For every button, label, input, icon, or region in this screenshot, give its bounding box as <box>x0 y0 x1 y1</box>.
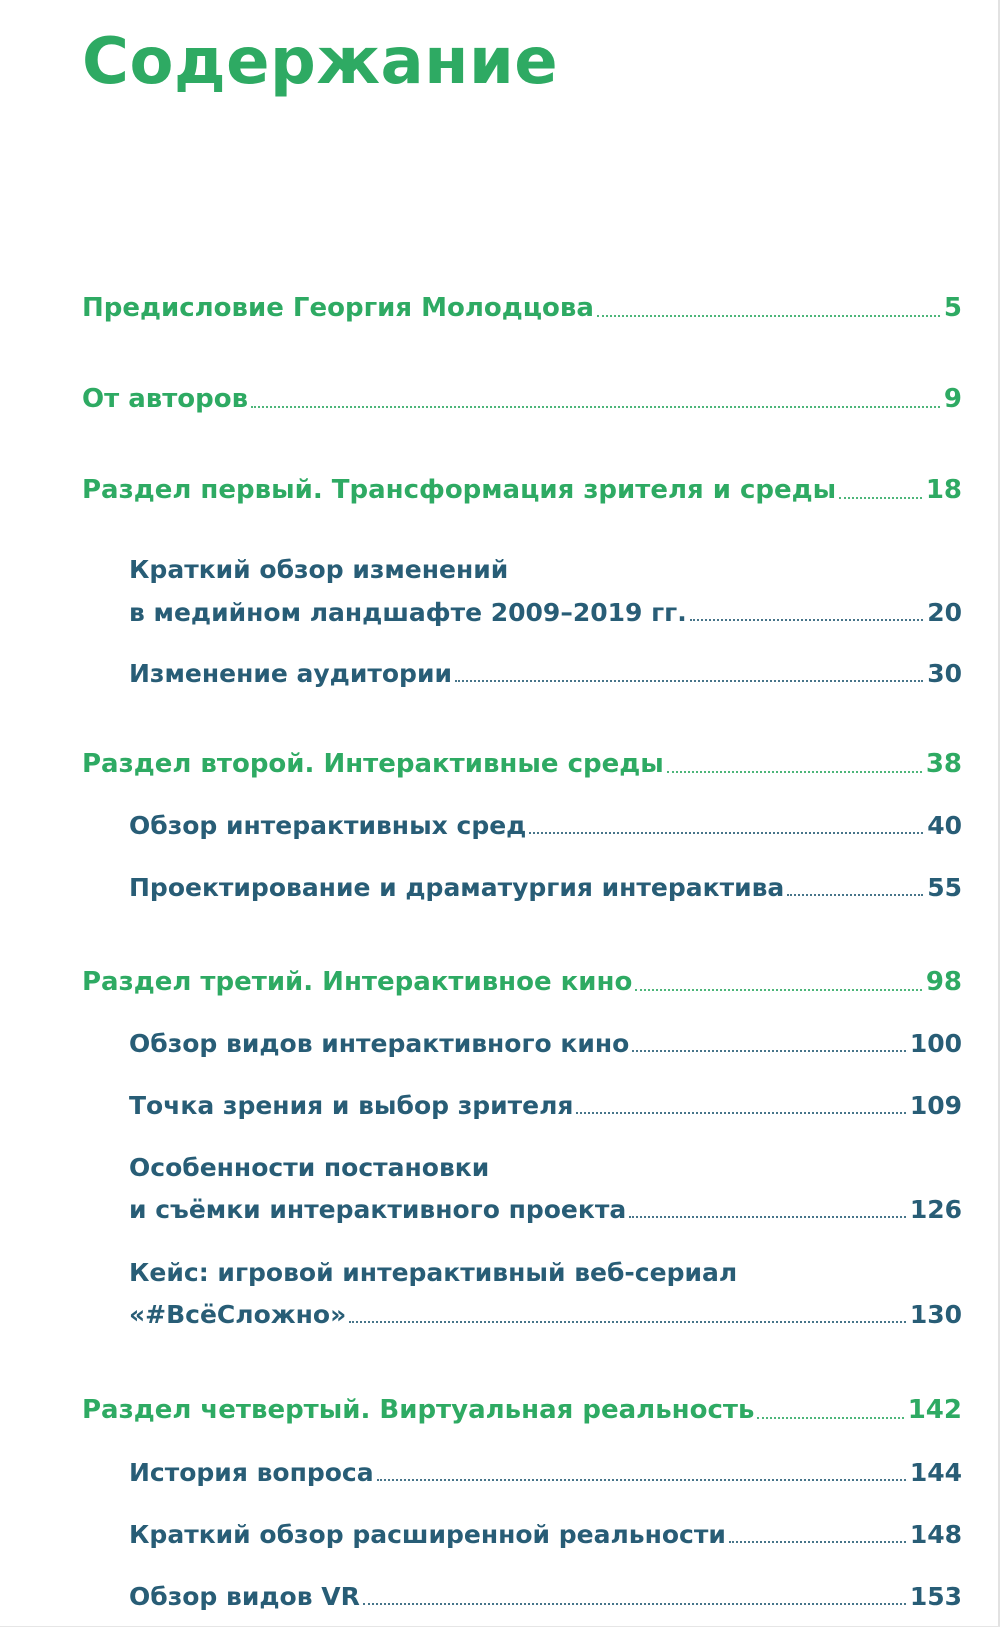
toc-page-number: 20 <box>927 598 962 627</box>
dot-leader <box>729 1541 906 1543</box>
toc-entry-text: и съёмки интерактивного проекта <box>129 1195 627 1224</box>
dot-leader <box>635 989 921 991</box>
dot-leader <box>529 832 923 834</box>
toc-entry-history[interactable] <box>129 1458 962 1487</box>
dot-leader <box>377 1479 906 1481</box>
toc-page-number: 40 <box>927 811 962 840</box>
dot-leader <box>349 1321 906 1323</box>
toc-page-number: 9 <box>943 384 962 414</box>
toc-entry-case-web-series[interactable] <box>129 1300 962 1329</box>
toc-page-number: 144 <box>909 1458 962 1487</box>
dot-leader <box>597 315 940 317</box>
toc-entry-first-line[interactable]: Особенности постановки <box>129 1153 490 1182</box>
dot-leader <box>455 680 923 682</box>
dot-leader <box>363 1603 906 1605</box>
toc-page-number: 148 <box>909 1520 962 1549</box>
dot-leader <box>632 1050 905 1052</box>
toc-page-number: 55 <box>927 873 962 902</box>
toc-entry-text: От авторов <box>82 384 249 414</box>
toc-entry-viewer-choice[interactable] <box>129 1091 962 1120</box>
toc-entry-text: Краткий обзор расширенной реальности <box>129 1520 726 1549</box>
dot-leader <box>839 497 922 499</box>
toc-entry-text: Раздел четвертый. Виртуальная реальность <box>82 1395 755 1425</box>
toc-entry-media-landscape[interactable] <box>129 598 962 627</box>
dot-leader <box>757 1417 903 1419</box>
toc-page-number: 100 <box>909 1029 962 1058</box>
toc-page-number: 153 <box>909 1582 962 1611</box>
toc-entry-production-filming[interactable] <box>129 1195 962 1224</box>
toc-entry-first-line[interactable]: Кейс: игровой интерактивный веб-сериал <box>129 1258 738 1287</box>
dot-leader <box>576 1112 905 1114</box>
toc-section-3[interactable] <box>82 967 962 997</box>
toc-section-2[interactable] <box>82 749 962 779</box>
toc-entry-text: Проектирование и драматургия интерактива <box>129 873 785 902</box>
toc-entry-augmented-reality[interactable] <box>129 1520 962 1549</box>
toc-entry-text: Раздел второй. Интерактивные среды <box>82 749 664 779</box>
toc-entry-interactive-media-review[interactable] <box>129 811 962 840</box>
toc-entry-audience-change[interactable] <box>129 659 962 688</box>
toc-entry-text: Раздел третий. Интерактивное кино <box>82 967 633 997</box>
toc-entry-text: История вопроса <box>129 1458 374 1487</box>
toc-page-number: 126 <box>909 1195 962 1224</box>
toc-entry-vr-types[interactable] <box>129 1582 962 1611</box>
toc-entry-text: в медийном ландшафте 2009–2019 гг. <box>129 598 687 627</box>
toc-entry-text: «#ВсёСложно» <box>129 1300 347 1329</box>
toc-entry-text: Точка зрения и выбор зрителя <box>129 1091 574 1120</box>
toc-entry-from-authors[interactable] <box>82 384 962 414</box>
toc-page-number: 98 <box>925 967 962 997</box>
toc-page-number: 30 <box>927 659 962 688</box>
toc-entry-first-line[interactable]: Краткий обзор изменений <box>129 555 509 584</box>
toc-page-number: 130 <box>909 1300 962 1329</box>
toc-section-4[interactable] <box>82 1395 962 1425</box>
toc-entry-text: Предисловие Георгия Молодцова <box>82 293 594 323</box>
page-title: Содержание <box>82 25 559 99</box>
toc-page-number: 5 <box>943 293 962 323</box>
dot-leader <box>690 619 923 621</box>
toc-page-number: 38 <box>925 749 962 779</box>
toc-page-number: 142 <box>907 1395 962 1425</box>
toc-section-1[interactable] <box>82 475 962 505</box>
dot-leader <box>629 1216 906 1218</box>
toc-entry-preface[interactable] <box>82 293 962 323</box>
toc-entry-interactive-design[interactable] <box>129 873 962 902</box>
toc-entry-text: Обзор интерактивных сред <box>129 811 527 840</box>
dot-leader <box>787 894 923 896</box>
toc-entry-text: Раздел первый. Трансформация зрителя и среды <box>82 475 837 505</box>
toc-page-number: 18 <box>925 475 962 505</box>
dot-leader <box>667 771 922 773</box>
toc-entry-text: Обзор видов интерактивного кино <box>129 1029 630 1058</box>
dot-leader <box>251 406 940 408</box>
toc-entry-text: Изменение аудитории <box>129 659 452 688</box>
toc-entry-interactive-cinema-types[interactable] <box>129 1029 962 1058</box>
toc-page-number: 109 <box>909 1091 962 1120</box>
toc-entry-text: Обзор видов VR <box>129 1582 360 1611</box>
